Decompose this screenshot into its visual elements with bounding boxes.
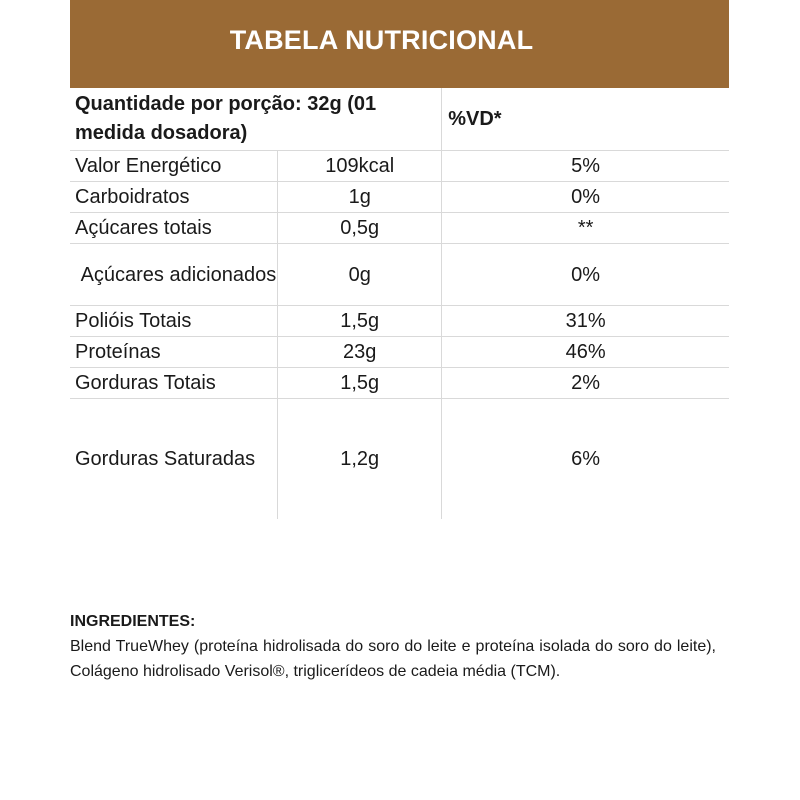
nutrient-vd: 31%	[442, 306, 729, 337]
table-row	[70, 399, 729, 519]
nutrient-amount: 0,5g	[278, 213, 442, 244]
vd-header: %VD*	[442, 88, 729, 151]
nutrient-amount: 1,5g	[278, 306, 442, 337]
nutrient-vd: 46%	[442, 337, 729, 368]
nutrient-amount: 1,2g	[278, 399, 442, 519]
nutrient-vd: 0%	[442, 182, 729, 213]
nutrient-name: Polióis Totais	[70, 306, 278, 337]
nutrient-amount: 23g	[278, 337, 442, 368]
nutrient-vd: 0%	[442, 244, 729, 306]
nutrient-name: Valor Energético	[70, 151, 278, 182]
table-row	[70, 151, 729, 182]
table-title: TABELA NUTRICIONAL	[229, 24, 534, 55]
serving-size-label: Quantidade por porção: 32g (01 medida dosadora)	[70, 88, 442, 151]
table-row	[70, 244, 729, 306]
nutrient-amount: 1,5g	[278, 368, 442, 399]
nutrient-vd: 2%	[442, 368, 729, 399]
nutrient-name: Açúcares totais	[70, 213, 278, 244]
nutrient-name: Gorduras Saturadas	[75, 447, 256, 470]
nutrient-name: Carboidratos	[70, 182, 278, 213]
nutrient-amount: 1g	[278, 182, 442, 213]
serving-row	[70, 88, 729, 151]
nutrient-vd: 5%	[442, 151, 729, 182]
ingredients-section	[70, 609, 716, 684]
nutrient-amount: 0g	[278, 244, 442, 306]
nutrient-vd: **	[442, 213, 729, 244]
nutrition-table	[70, 88, 729, 519]
table-row	[70, 182, 729, 213]
ingredients-title: INGREDIENTES:	[70, 613, 196, 630]
nutrient-name: Proteínas	[70, 337, 278, 368]
nutrient-name: Gorduras Totais	[70, 368, 278, 399]
table-row	[70, 337, 729, 368]
nutrient-amount: 109kcal	[278, 151, 442, 182]
ingredients-text: Blend TrueWhey (proteína hidrolisada do soro do leite e proteína isolada do soro do leite), Colágeno hidrolisado Verisol®, triglicerídeos de cadeia média (TCM).	[70, 638, 716, 680]
table-row	[70, 306, 729, 337]
table-row	[70, 368, 729, 399]
nutrient-name: Açúcares adicionados	[70, 244, 278, 306]
table-header	[70, 0, 729, 88]
nutrient-vd: 6%	[442, 399, 729, 519]
table-row	[70, 213, 729, 244]
